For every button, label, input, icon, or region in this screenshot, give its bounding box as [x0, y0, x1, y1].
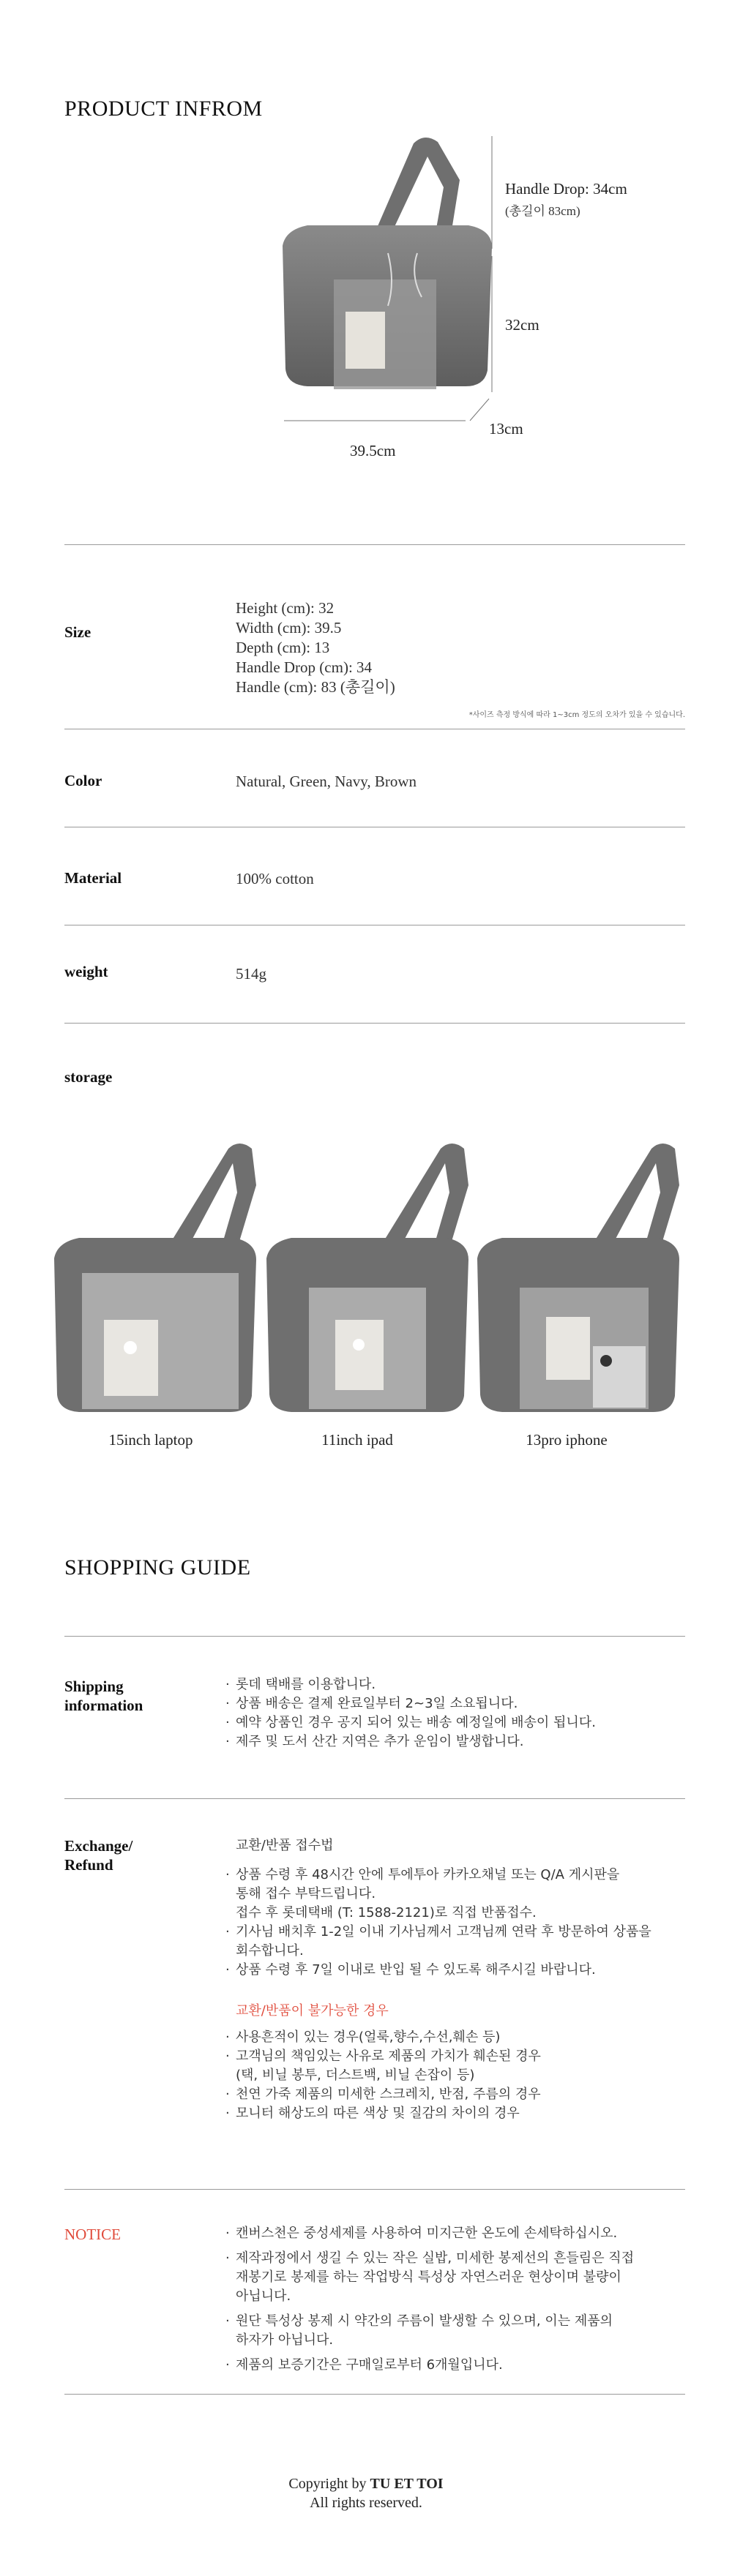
storage-caption-iphone: 13pro iphone [526, 1431, 608, 1449]
list-item: 재봉기로 봉제를 하는 작업방식 특성상 자연스러운 현상이며 불량이 [236, 2269, 621, 2285]
dim-handle-total: (총길이 83cm) [505, 204, 580, 218]
dimension-lines [0, 0, 732, 512]
size-label: Size [64, 623, 92, 641]
shipping-label [64, 1677, 143, 1715]
storage-bag-iphone [476, 1141, 688, 1419]
brand-name: TU ET TOI [370, 2476, 444, 2492]
list-item: · 원단 특성상 봉제 시 약간의 주름이 발생할 수 있으며, 이는 제품의 [225, 2313, 613, 2329]
shipping-label-line: information [64, 1697, 143, 1714]
divider [64, 2189, 685, 2190]
size-note: *사이즈 측정 방식에 따라 1~3cm 정도의 오차가 있을 수 있습니다. [468, 711, 685, 719]
list-item: · 상품 배송은 결제 완료일부터 2~3일 소요됩니다. [225, 1696, 518, 1711]
list-item: · 사용흔적이 있는 경우(얼룩,향수,수선,훼손 등) [225, 2029, 501, 2045]
shipping-label-line: Shipping [64, 1678, 124, 1695]
list-item: 통해 접수 부탁드립니다. [236, 1886, 376, 1901]
shopping-guide-title: SHOPPING GUIDE [64, 1555, 251, 1580]
list-item: · 기사님 배치후 1-2일 이내 기사님께서 고객님께 연락 후 방문하여 상품을 [225, 1924, 651, 1939]
color-label: Color [64, 772, 102, 789]
divider [64, 1636, 685, 1637]
notice-list [225, 2224, 679, 2375]
divider [64, 1023, 685, 1024]
dim-depth: 13cm [489, 420, 523, 438]
exchange-label-line: Refund [64, 1856, 113, 1874]
copyright: Copyright by TU ET TOI [288, 2476, 444, 2492]
divider [64, 1798, 685, 1799]
material-value: 100% cotton [236, 870, 314, 887]
storage-bag-ipad [265, 1141, 477, 1419]
list-item: · 캔버스천은 중성세제를 사용하여 미지근한 온도에 손세탁하십시오. [225, 2226, 618, 2241]
storage-label: storage [64, 1068, 113, 1086]
list-item: · 상품 수령 후 48시간 안에 투에투아 카카오채널 또는 Q/A 게시판을 [225, 1867, 620, 1882]
exchange-warning-heading: 교환/반품이 불가능한 경우 [236, 2003, 389, 2019]
list-item: · 제작과정에서 생길 수 있는 작은 실밥, 미세한 봉제선의 흔들림은 직접 [225, 2250, 635, 2266]
size-values [236, 598, 395, 697]
dim-handle-drop: Handle Drop: 34cm [505, 180, 627, 198]
shipping-list [225, 1675, 665, 1751]
size-line: Handle (cm): 83 (총길이) [236, 678, 395, 696]
list-item: · 고객님의 책임있는 사유로 제품의 가치가 훼손된 경우 [225, 2049, 541, 2064]
list-item: · 제품의 보증기간은 구매일로부터 6개월입니다. [225, 2357, 503, 2373]
material-label: Material [64, 869, 122, 887]
rights-reserved: All rights reserved. [310, 2495, 422, 2511]
footer [0, 2474, 732, 2512]
exchange-heading: 교환/반품 접수법 [236, 1838, 334, 1853]
list-item: · 상품 수령 후 7일 이내로 반입 될 수 있도록 해주시길 바랍니다. [225, 1962, 596, 1978]
list-item: · 예약 상품인 경우 공지 되어 있는 배송 예정일에 배송이 됩니다. [225, 1715, 596, 1730]
product-info-title: PRODUCT INFROM [64, 97, 263, 121]
size-line: Depth (cm): 13 [236, 639, 330, 656]
list-item: 하자가 아닙니다. [236, 2332, 334, 2348]
list-item: · 롯데 택배를 이용합니다. [225, 1677, 376, 1692]
exchange-list [225, 1836, 679, 2123]
exchange-label-line: Exchange/ [64, 1837, 133, 1855]
size-line: Height (cm): 32 [236, 599, 335, 617]
divider [64, 2394, 685, 2395]
list-item: 아닙니다. [236, 2288, 291, 2304]
notice-label: NOTICE [64, 2226, 121, 2243]
dim-height: 32cm [505, 316, 539, 334]
list-item: 회수합니다. [236, 1943, 304, 1959]
list-item: (택, 비닐 봉투, 더스트백, 비닐 손잡이 등) [236, 2068, 475, 2083]
weight-label: weight [64, 963, 108, 980]
exchange-label [64, 1836, 132, 1874]
list-item: · 제주 및 도서 산간 지역은 추가 운임이 발생합니다. [225, 1734, 524, 1749]
list-item: · 모니터 해상도의 따른 색상 및 질감의 차이의 경우 [225, 2106, 520, 2121]
list-item: · 천연 가죽 제품의 미세한 스크레치, 반점, 주름의 경우 [225, 2087, 541, 2102]
divider [64, 544, 685, 545]
size-line: Handle Drop (cm): 34 [236, 658, 373, 676]
size-line: Width (cm): 39.5 [236, 619, 342, 637]
dim-width: 39.5cm [350, 442, 396, 459]
list-item: 접수 후 롯데택배 (T: 1588-2121)로 직접 반품접수. [236, 1905, 537, 1920]
color-value: Natural, Green, Navy, Brown [236, 773, 417, 790]
weight-value: 514g [236, 965, 266, 983]
storage-bag-laptop [53, 1141, 265, 1419]
storage-caption-laptop: 15inch laptop [108, 1431, 193, 1449]
storage-caption-ipad: 11inch ipad [321, 1431, 393, 1449]
